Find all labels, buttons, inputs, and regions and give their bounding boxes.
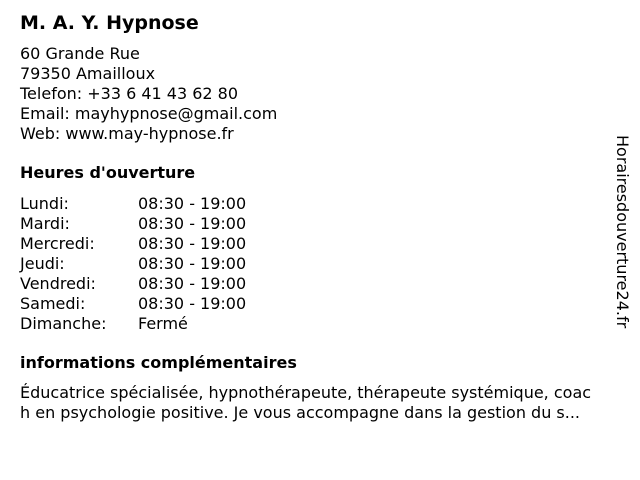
address-block	[20, 44, 277, 144]
phone-line: Telefon: +33 6 41 43 62 80	[20, 84, 239, 103]
hours-row-wednesday	[20, 234, 246, 254]
business-name: M. A. Y. Hypnose	[20, 12, 199, 34]
hours-value: 08:30 - 19:00	[138, 194, 247, 213]
hours-value: Fermé	[138, 314, 188, 333]
day-label: Mercredi:	[20, 234, 95, 253]
site-watermark: Horairesdouverture24.fr	[613, 135, 632, 329]
info-text-line: h en psychologie positive. Je vous accompagne dans la gestion du s...	[20, 403, 581, 422]
day-label: Lundi:	[20, 194, 69, 213]
additional-info-heading: informations complémentaires	[20, 353, 297, 372]
hours-row-friday	[20, 274, 246, 294]
hours-row-thursday	[20, 254, 246, 274]
day-label: Jeudi:	[20, 254, 65, 273]
opening-hours-heading: Heures d'ouverture	[20, 163, 196, 182]
street-address: 60 Grande Rue	[20, 44, 140, 63]
website-line: Web: www.may-hypnose.fr	[20, 124, 234, 143]
info-text-line: Éducatrice spécialisée, hypnothérapeute, thérapeute systémique, coac	[20, 383, 592, 402]
email-line: Email: mayhypnose@gmail.com	[20, 104, 278, 123]
hours-value: 08:30 - 19:00	[138, 214, 247, 233]
day-label: Mardi:	[20, 214, 70, 233]
day-label: Samedi:	[20, 294, 86, 313]
hours-row-sunday	[20, 314, 246, 334]
hours-row-tuesday	[20, 214, 246, 234]
hours-row-saturday	[20, 294, 246, 314]
additional-info-text	[20, 383, 632, 423]
day-label: Dimanche:	[20, 314, 107, 333]
hours-row-monday	[20, 194, 246, 214]
hours-value: 08:30 - 19:00	[138, 274, 247, 293]
hours-value: 08:30 - 19:00	[138, 234, 247, 253]
hours-value: 08:30 - 19:00	[138, 254, 247, 273]
city-line: 79350 Amailloux	[20, 64, 156, 83]
opening-hours-table	[20, 194, 246, 334]
hours-value: 08:30 - 19:00	[138, 294, 247, 313]
day-label: Vendredi:	[20, 274, 96, 293]
